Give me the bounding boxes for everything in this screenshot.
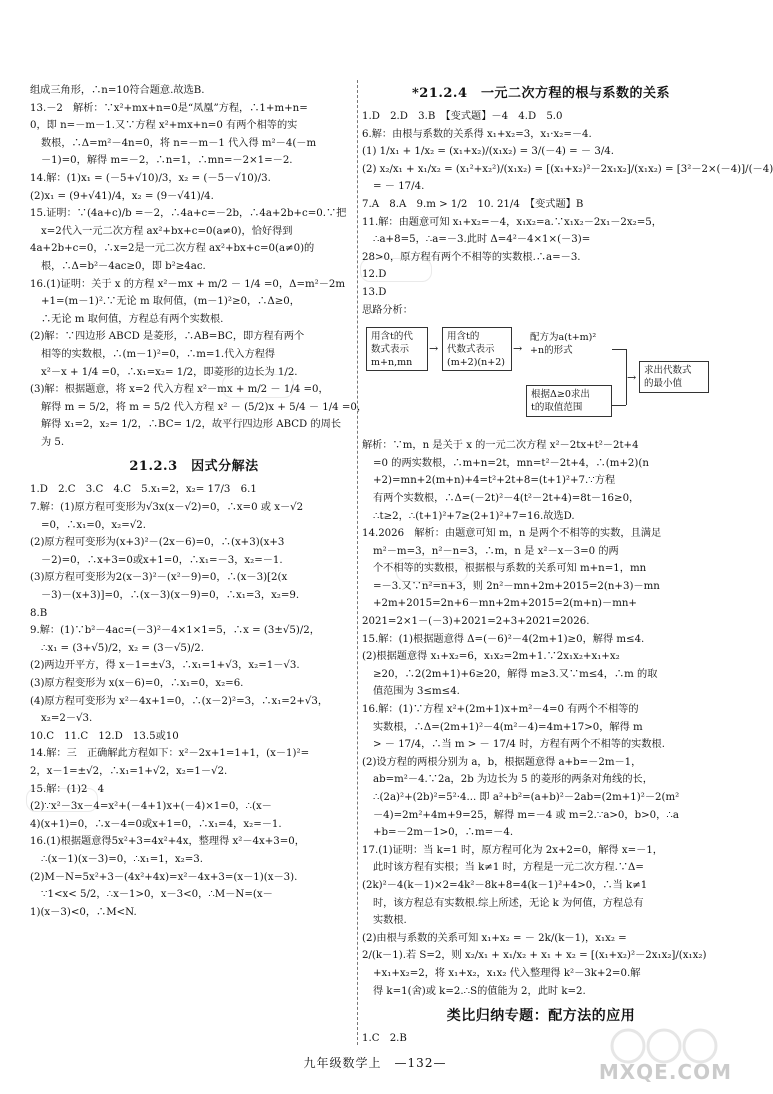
answer-line: －2)=0，∴x+3=0或x+1=0，∴x₁=－3，x₂=－1. <box>41 554 283 566</box>
right-answers-2124-cont <box>362 437 720 1000</box>
answer-line: 13.D <box>362 286 387 298</box>
answer-line: +x₁+x₂=2，将 x₁+x₂，x₁x₂ 代入整理得 k²－3k+2=0.解 <box>373 967 641 979</box>
answer-line: ∴t≥2，∴(t+1)²+7≥(2+1)²+7=16.故选D. <box>373 510 575 522</box>
answer-line: 数根，∴Δ=m²－4n=0，将 n=－m－1 代入得 m²－4(－m <box>41 137 317 149</box>
answer-line: 4a+2b+c=0，∴x=2是一元二次方程 ax²+bx+c=0(a≠0)的 <box>30 243 315 255</box>
answer-line: 14.解：(1)x₁ = (－5+√10)/3，x₂ = (－5－√10)/3. <box>30 172 271 184</box>
answer-line: (2)由根与系数的关系可知 x₁+x₂ = － 2k/(k－1)，x₁x₂ = <box>362 932 627 944</box>
section-title-special: 类比归纳专题：配方法的应用 <box>446 1008 636 1025</box>
answer-line: 得 k=1(舍)或 k=2.∴S的值能为 2，此时 k=2. <box>373 985 586 997</box>
faint-stamp-icon <box>360 258 432 282</box>
answer-line: (3)原方程变形为 x(x－6)=0，∴x₁=0，x₂=6. <box>30 678 244 689</box>
thinking-flowchart <box>362 323 720 433</box>
left-answers-2122 <box>30 82 368 451</box>
flow-arrow-2: → <box>513 342 523 356</box>
answer-line: +b=－2m－1>0，∴m=－4. <box>373 827 514 839</box>
page-footer: 九年级数学上 —132— <box>303 1056 447 1070</box>
answer-line: (4)原方程可变形为 x²－4x+1=0，∴(x－2)²=3，∴x₁=2+√3， <box>30 695 329 707</box>
faint-stamp-icon <box>222 374 294 398</box>
answer-line: 11.解：由题意可知 x₁+x₂=－4，x₁x₂=a.∵x₁x₂－2x₁－2x₂=5， <box>362 216 662 228</box>
answer-line: 解得 m = 5/2，将 m = 5/2 代入方程 x² － (5/2)x + 5/4 － 1/4 =0， <box>41 401 368 413</box>
answer-line: (2)两边开平方，得 x－1=±√3，∴x₁=1+√3，x₂=1－√3. <box>30 660 300 672</box>
answer-line: 7.解：(1)原方程可变形为√3x(x－√2)=0，∴x=0 或 x－√2 <box>30 502 304 514</box>
answer-line: 28>0，原方程有两个不相等的实数根.∴a=－3. <box>362 251 581 263</box>
answer-line: 解析：∵m，n 是关于 x 的一元二次方程 x²－2tx+t²－2t+4 <box>362 440 639 452</box>
answer-line: 1)(x－3)<0，∴M<N. <box>30 906 137 918</box>
flow-arrow-1: → <box>429 342 439 356</box>
answer-line: (2)x₁ = (9+√41)/4，x₂ = (9－√41)/4. <box>30 190 214 202</box>
answer-line: ∴无论 m 取何值，方程总有两个实数根. <box>41 313 224 325</box>
answer-line: 6.解：由根与系数的关系得 x₁+x₂=3，x₁·x₂=－4. <box>362 128 592 140</box>
answer-line: ∴x₁ = (3+√5)/2，x₂ = (3－√5)/2. <box>41 642 204 654</box>
flow-box-complete-square: 配方为a(t+m)² +n的形式 <box>526 329 612 365</box>
answer-line: (1) 1/x₁ + 1/x₂ = (x₁+x₂)/(x₁x₂) = 3/(－4) = － 3/4. <box>362 146 614 158</box>
answer-line: =－3.又∵n²=n+3，则 2n²－mn+2m+2015=2(n+3)－mn <box>373 580 660 592</box>
answer-line: 15.解：(1)2 4 <box>30 783 105 795</box>
answer-line: 8.B <box>30 607 48 619</box>
answer-line: 13.－2 解析：∵x²+mx+n=0是“凤凰”方程，∴1+m+n= <box>30 102 308 114</box>
answer-line: =0 的两实数根，∴m+n=2t，mn=t²－2t+4，∴(m+2)(n <box>373 457 649 469</box>
answer-line: 根，∴Δ=b²－4ac≥0，即 b²≥4ac. <box>41 260 206 272</box>
flow-box-product: 用含t的 代数式表示 (m+2)(n+2) <box>442 327 512 371</box>
answer-line: (2)M－N=5x²+3－(4x²+4x)=x²－4x+3=(x－1)(x－3). <box>30 871 298 883</box>
answer-line: +2)=mn+2(m+n)+4=t²+2t+8=(t+1)²+7.∵方程 <box>373 475 616 487</box>
section-title-2124: *21.2.4 一元二次方程的根与系数的关系 <box>411 86 671 101</box>
answer-line: 相等的实数根，∴(m－1)²=0，∴m=1.代入方程得 <box>41 348 276 360</box>
answer-line: 组成三角形，∴n=10符合题意.故选B. <box>30 85 205 96</box>
answer-line: 1.D 2.D 3.B 【变式题】－4 4.D 5.0 <box>362 111 563 122</box>
answer-line: 4)(x+1)=0，∴x－4=0或x+1=0，∴x₁=4，x₂=－1. <box>30 818 282 830</box>
answer-line: 值范围为 3≤m≤4. <box>373 686 460 698</box>
flow-line-top <box>612 349 626 350</box>
answer-line: 9.解：(1)∵b²－4ac=(－3)²－4×1×1=5，∴x = (3±√5)/2， <box>30 625 320 637</box>
answer-line: 16.(1)根据题意得5x²+3=4x²+4x，整理得 x²－4x+3=0， <box>30 836 305 848</box>
answer-line: 个不相等的实数根，根据根与系数的关系可知 m+n=1，mn <box>373 563 647 575</box>
answer-line: +1=(m－1)².∵无论 m 取何值，(m－1)²≥0，∴Δ≥0， <box>41 296 300 308</box>
answer-line: x²－x + 1/4 =0，∴x₁=x₂= 1/2，即菱形的边长为 1/2. <box>41 366 298 378</box>
answer-line: 15.证明：∵(4a+c)/b =－2，∴4a+c=－2b，∴4a+2b+c=0.∵把 <box>30 208 347 220</box>
answer-line: ∴(x－1)(x－3)=0，∴x₁=1，x₂=3. <box>41 853 204 865</box>
answer-line: (3)原方程可变形为2(x－3)²－(x²－9)=0，∴(x－3)[2(x <box>30 572 288 584</box>
answer-line: (2)原方程可变形为(x+3)²－(2x－6)=0，∴(x+3)(x+3 <box>30 537 285 549</box>
answer-line: －1)=0，解得 m=－2，∴n=1，∴mn=－2×1=－2. <box>41 155 293 167</box>
answer-line: 2021=2×1－(－3)+2021=2+3+2021=2026. <box>362 616 590 628</box>
answer-line: (2) x₂/x₁ + x₁/x₂ = (x₁²+x₂²)/(x₁x₂) = [(x₁+x₂)²－2x₁x₂]/(x₁x₂) = [3²－2×(－4)]/(－4) <box>362 163 773 175</box>
answer-line: ∴a+8=5，∴a=－3.此时 Δ=4²－4×1×(－3)= <box>373 234 591 246</box>
answer-line: 14.2026 解析：由题意可知 m，n 是两个不相等的实数，且满足 <box>362 528 662 540</box>
faint-stamp-icon <box>26 788 98 812</box>
answer-line: 有两个实数根，∴Δ=(－2t)²－4(t²－2t+4)=8t－16≥0， <box>373 492 640 504</box>
answer-line: x₂=2－√3. <box>41 713 93 725</box>
answer-line: 16.解：(1)∵方程 x²+(2m+1)x+m²－4=0 有两个不相等的 <box>362 704 639 716</box>
answer-line: 2/(k－1).若 S=2，则 x₂/x₁ + x₁/x₂ + x₁ + x₂ = [(x₁+x₂)²－2x₁x₂]/(x₁x₂) <box>362 950 707 962</box>
answer-line: ∴(2a)²+(2b)²=5²·4... 即 a²+b²=(a+b)²－2ab=(2m+1)²－2(m² <box>373 792 680 803</box>
answer-line: 17.(1)证明：当 k=1 时，原方程可化为 2x+2=0，解得 x=－1， <box>362 844 663 856</box>
flow-arrow-3: → <box>627 371 637 385</box>
answer-line: 1.D 2.C 3.C 4.C 5.x₁=2，x₂= 17/3 6.1 <box>30 484 257 496</box>
answer-line: －4)=2m²+4m+9=25，解得 m=－4 或 m=2.∵a>0，b>0，∴a <box>373 809 679 821</box>
answer-line: > － 17/4，∴当 m > － 17/4 时，方程有两个不相等的实数根. <box>373 739 665 751</box>
answer-line: 14.解：三 正确解此方程如下：x²－2x+1=1+1，(x－1)²= <box>30 748 310 760</box>
answer-line: 10.C 11.C 12.D 13.5或10 <box>30 730 179 742</box>
answer-line: 解得 x₁=2，x₂= 1/2，∴BC= 1/2，故平行四边形 ABCD 的周长 <box>41 419 342 431</box>
answer-line: (2)根据题意得 x₁+x₂=6，x₁x₂=2m+1.∵2x₁x₂+x₁+x₂ <box>362 651 620 663</box>
answer-line: (2k)²－4(k－1)×2=4k²－8k+8=4(k－1)²+4>0，∴当 k≠1 <box>362 879 648 891</box>
left-answers-2123 <box>30 481 358 921</box>
answer-line: m²－m=3，n²－n=3，∴m，n 是 x²－x－3=0 的两 <box>373 545 619 557</box>
answer-line: 12.D <box>362 269 387 281</box>
flow-box-mn: 用含t的代 数式表示 m+n,mn <box>366 327 428 371</box>
answer-line: 2，x－1=±√2，∴x₁=1+√2，x₂=1－√2. <box>30 765 228 777</box>
answer-line: 时，该方程总有实数根.综上所述，无论 k 为何值，方程总有 <box>373 897 644 909</box>
flow-box-minimum: 求出代数式 的最小值 <box>639 361 709 393</box>
answer-line: (2)解：∵四边形 ABCD 是菱形，∴AB=BC，即方程有两个 <box>30 331 305 343</box>
answer-line: ∵1<x< 5/2，∴x－1>0，x－3<0，∴M－N=(x－ <box>41 889 273 901</box>
answer-line: 实数根，∴Δ=(2m+1)²－4(m²－4)=4m+17>0，解得 m <box>373 721 643 733</box>
right-answers-2124 <box>362 108 773 319</box>
answer-line: (2)∵x²－3x－4=x²+(－4+1)x+(－4)×1=0，∴(x－ <box>30 801 272 813</box>
section-title-2123: 21.2.3 因式分解法 <box>129 459 259 475</box>
answer-line: 7.A 8.A 9.m > 1/2 10. 21/4 【变式题】B <box>362 198 584 210</box>
answer-line: －3)－(x+3)]=0，∴(x－3)(x－9)=0，∴x₁=3，x₂=9. <box>41 590 300 602</box>
special-answers: 1.C 2.B <box>362 1033 407 1045</box>
answer-line: 16.(1)证明：关于 x 的方程 x²－mx + m/2 － 1/4 =0，Δ=m²－2m <box>30 278 346 290</box>
answer-line: 思路分析： <box>362 304 413 316</box>
answer-line: =0，∴x₁=0，x₂=√2. <box>41 519 147 531</box>
answer-line: (2)设方程的两根分别为 a，b，根据题意得 a+b=－2m－1， <box>362 756 642 768</box>
answer-line: 0，即 n=－m－1.又∵方程 x²+mx+n=0 有两个相等的实 <box>30 120 298 132</box>
answer-line: 为 5. <box>41 436 65 448</box>
answer-line: 此时该方程有实根；当 k≠1 时，方程是一元二次方程.∵Δ= <box>373 862 644 874</box>
watermark-text: MXQE.COM <box>598 1060 732 1084</box>
answer-line: = － 17/4. <box>373 181 425 193</box>
answer-line: x=2代入一元二次方程 ax²+bx+c=0(a≠0)，恰好得到 <box>41 225 293 237</box>
faint-stamp-icon <box>396 558 468 582</box>
flow-line-bottom <box>612 405 626 406</box>
answer-line: 15.解：(1)根据题意得 Δ=(－6)²－4(2m+1)≥0，解得 m≤4. <box>362 633 645 645</box>
answer-line: ab=m²－4.∵2a，2b 为边长为 5 的菱形的两条对角线的长， <box>373 774 653 786</box>
answer-line: 实数根. <box>373 915 407 927</box>
flow-box-delta-range: 根据Δ≥0求出 t的取值范围 <box>526 385 612 417</box>
answer-line: (3)解：根据题意，将 x=2 代入方程 x²－mx + m/2 － 1/4 =0， <box>30 384 329 396</box>
answer-line: ≥20，∴2(2m+1)+6≥20，解得 m≥3.又∵m≤4，∴m 的取 <box>373 668 658 680</box>
answer-line: +2m+2015=2n+6－mn+2m+2015=2(m+n)－mn+ <box>373 598 637 610</box>
